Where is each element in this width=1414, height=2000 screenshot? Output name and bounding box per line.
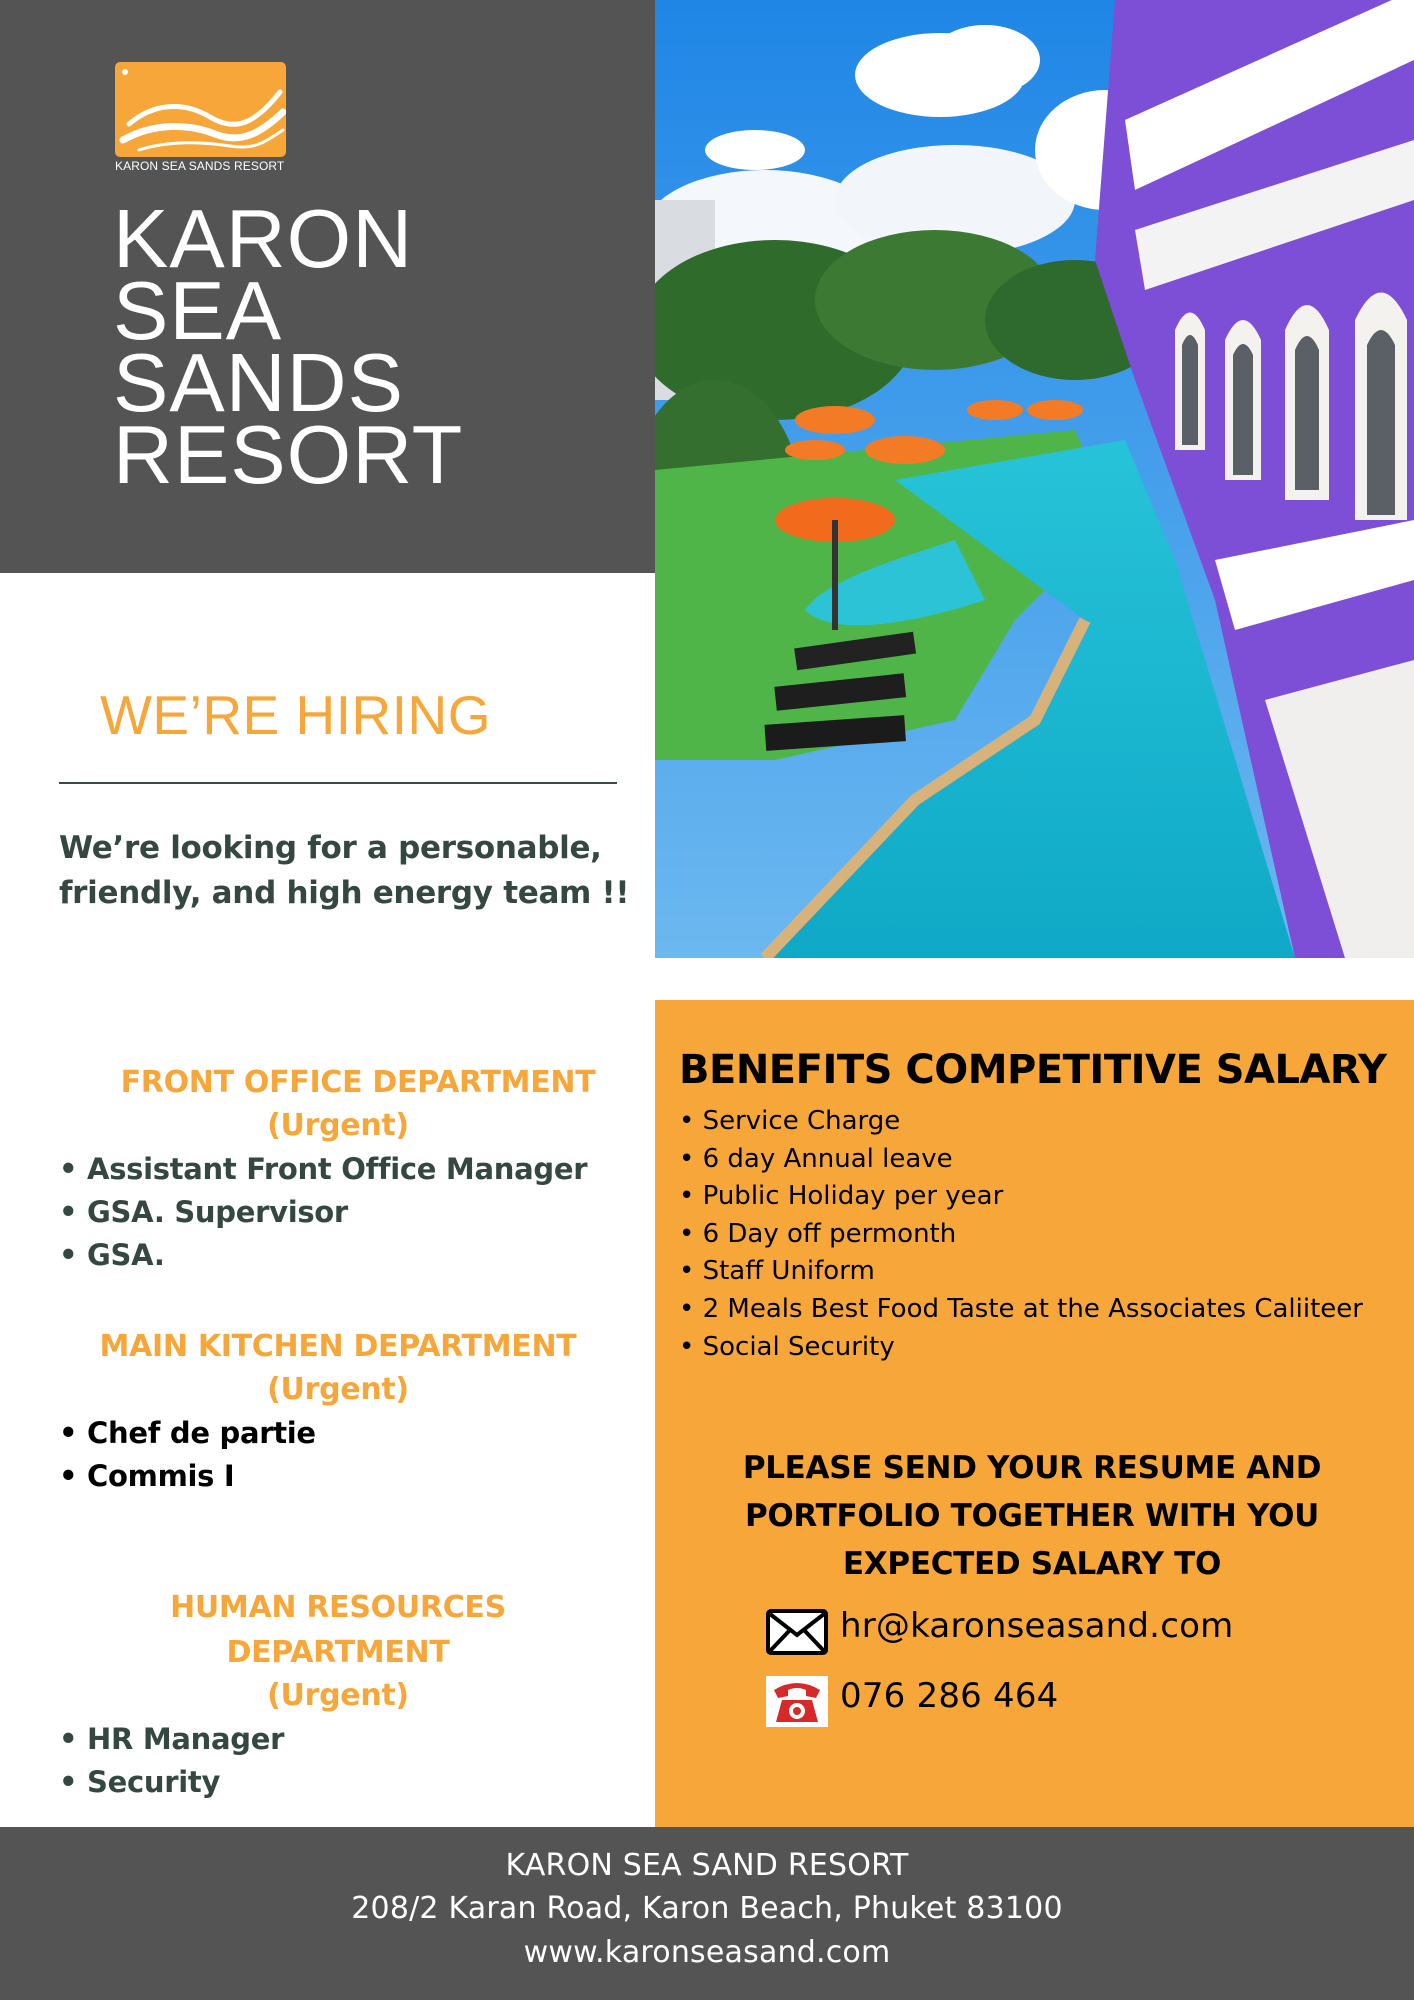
resort-title-line: SEA [113,264,283,357]
benefit-item: • 2 Meals Best Food Taste at the Associates Caliiteer [679,1291,1363,1329]
hiring-heading: WE’RE HIRING [100,684,491,746]
hiring-tagline [59,826,639,916]
divider [59,782,617,784]
position-item: • HR Manager [59,1718,617,1761]
department-urgency: (Urgent) [267,1678,409,1713]
department-title: MAIN KITCHEN DEPARTMENT [99,1329,577,1364]
position-list [59,1412,617,1498]
tagline-line: We’re looking for a personable, [59,830,602,866]
logo-caption: KARON SEA SANDS RESORT [115,159,285,173]
resort-title [113,192,593,501]
benefits-title: BENEFITS COMPETITIVE SALARY [679,1047,1387,1093]
department-title: HUMAN RESOURCES DEPARTMENT [170,1590,506,1670]
department-urgency: (Urgent) [267,1108,409,1143]
instruction-line: PORTFOLIO TOGETHER WITH YOU [744,1498,1320,1534]
department-title: FRONT OFFICE DEPARTMENT [120,1065,596,1100]
contact-email: hr@karonseasand.com [840,1606,1234,1646]
envelope-icon [766,1609,828,1655]
footer-website: www.karonseasand.com [523,1935,891,1970]
footer-resort-name: KARON SEA SAND RESORT [505,1848,909,1883]
front-office-department [59,1060,617,1277]
benefit-item: • Public Holiday per year [679,1178,1363,1216]
contact-phone: 076 286 464 [840,1676,1059,1716]
instruction-line: EXPECTED SALARY TO [842,1546,1222,1582]
tagline-line: friendly, and high energy team !! [59,875,630,911]
resort-logo [115,62,286,157]
department-urgency: (Urgent) [267,1372,409,1407]
position-list [59,1718,617,1804]
benefit-item: • 6 Day off permonth [679,1216,1363,1254]
position-item: • GSA. [59,1234,617,1277]
telephone-icon [766,1676,828,1727]
human-resources-department [59,1585,617,1804]
position-item: • Assistant Front Office Manager [59,1148,617,1191]
position-item: • Chef de partie [59,1412,617,1455]
benefit-item: • Staff Uniform [679,1253,1363,1291]
main-kitchen-department [59,1324,617,1498]
application-instructions [700,1444,1364,1588]
position-item: • GSA. Supervisor [59,1191,617,1234]
position-item: • Commis I [59,1455,617,1498]
position-item: • Security [59,1761,617,1804]
benefit-item: • Service Charge [679,1103,1363,1141]
instruction-line: PLEASE SEND YOUR RESUME AND [742,1450,1322,1486]
resort-title-line: KARON [113,192,414,285]
resort-pool-photo [655,0,1414,958]
resort-title-line: RESORT [113,408,464,501]
benefits-list [679,1103,1363,1366]
footer-address: 208/2 Karan Road, Karon Beach, Phuket 83100 [351,1891,1063,1926]
benefit-item: • Social Security [679,1329,1363,1367]
position-list [59,1148,617,1277]
benefit-item: • 6 day Annual leave [679,1141,1363,1179]
resort-title-line: SANDS [113,336,404,429]
